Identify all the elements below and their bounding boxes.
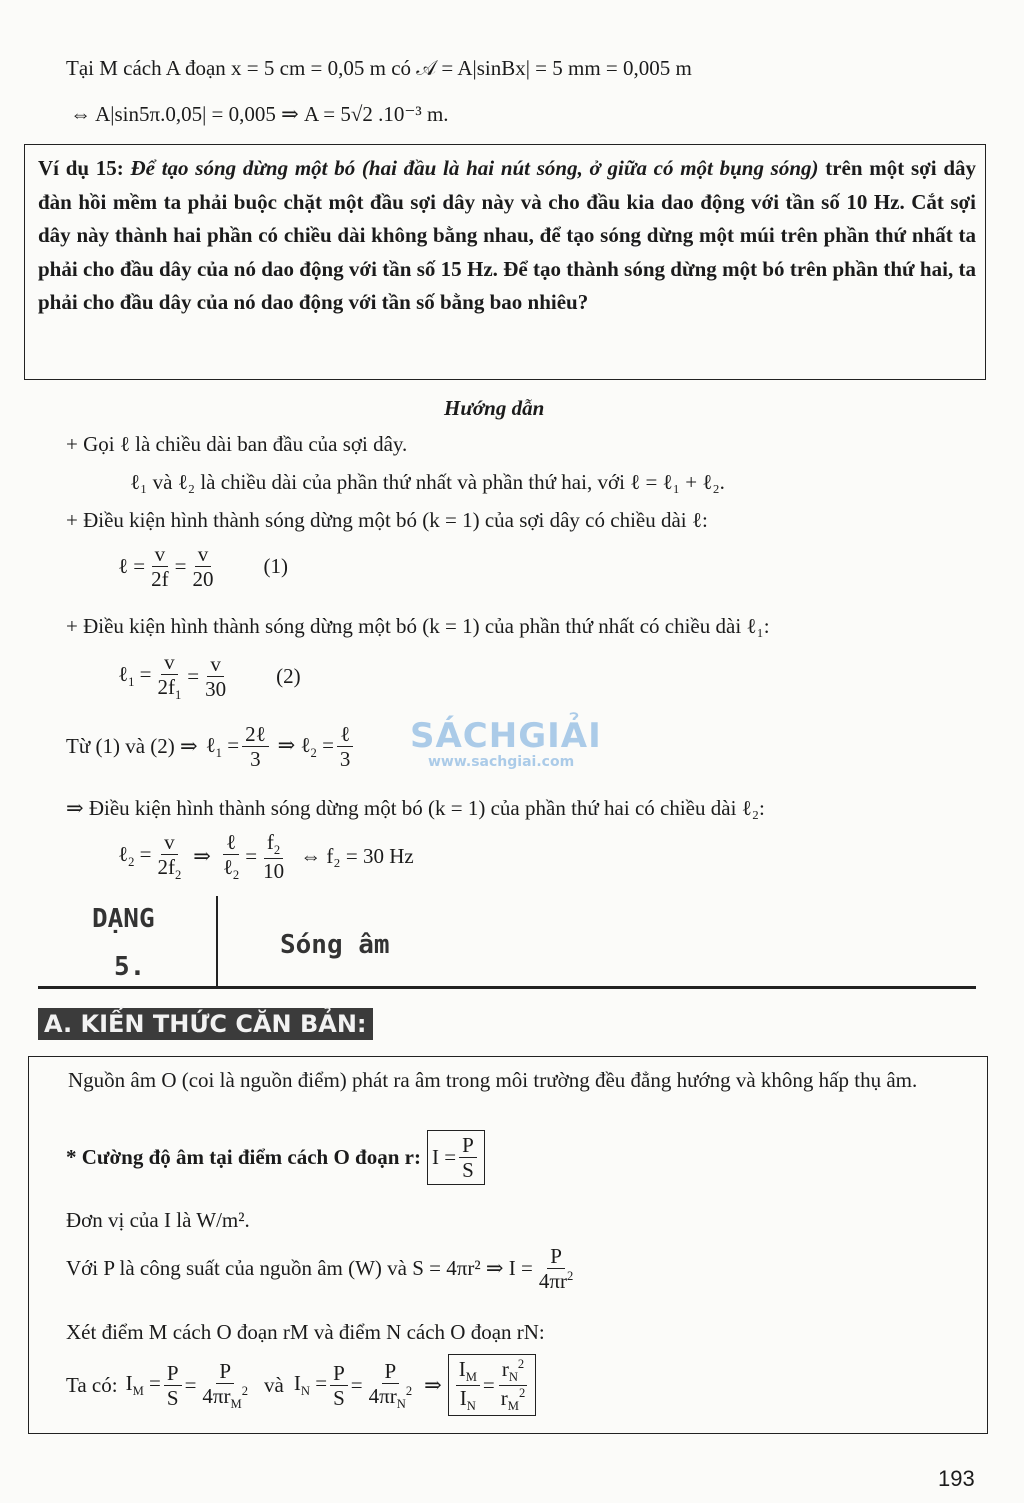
- intensity-label: * Cường độ âm tại điểm cách O đoạn r:: [66, 1145, 421, 1170]
- consider-line: Xét điểm M cách O đoạn rM và điểm N cách O đoạn rN:: [66, 1320, 545, 1344]
- equation-2: ℓ$_1$ = $\frac{v}{2f_1}$ = $\frac{v}{30}$ (2): [118, 650, 301, 703]
- watermark-url: www.sachgiai.com: [428, 754, 575, 770]
- equation-2-label: (2): [276, 663, 301, 688]
- ratio-formula: $\frac{I_M}{I_N}$ = $\frac{r_N^2}{r_M^2}$: [448, 1354, 537, 1416]
- page-number: 193: [938, 1466, 975, 1491]
- example-label: Ví dụ 15:: [38, 156, 124, 180]
- example-intro: Để tạo sóng dừng một bó: [130, 156, 356, 180]
- dang-label: DẠNG: [92, 904, 155, 934]
- va-label: và: [264, 1372, 284, 1397]
- dang-rule: [38, 986, 976, 989]
- guide-line-4: + Điều kiện hình thành sóng dừng một bó (k = 1) của phần thứ nhất có chiều dài ℓ₁:: [66, 614, 770, 638]
- guide-line-3: + Điều kiện hình thành sóng dừng một bó (k = 1) của sợi dây có chiều dài ℓ:: [66, 508, 708, 532]
- dang-number: 5.: [114, 952, 146, 982]
- top-line-1: Tại M cách A đoạn x = 5 cm = 0,05 m có 𝒜 = A|sinBx| = 5 mm = 0,005 m: [66, 56, 692, 80]
- taco-label: Ta có:: [66, 1372, 118, 1397]
- dang-title: Sóng âm: [280, 930, 390, 960]
- watermark-text: SÁCHGIẢI: [410, 716, 602, 756]
- equation-3: Từ (1) và (2) ⇒ ℓ$_1$ = $\frac{\text{2ℓ}}{3}$ ⇒ ℓ$_2$ = $\frac{\text{ℓ}}{3}$: [66, 722, 356, 771]
- equation-1-label: (1): [263, 554, 288, 579]
- example-paren: (hai đầu là hai nút sóng, ở giữa có một bụng sóng): [361, 156, 819, 180]
- section-banner: A. KIẾN THỨC CĂN BẢN:: [38, 1008, 373, 1040]
- ratio-row: Ta có: $I_M$ = $\frac{P}{S}$ = $\frac{P}{4\pi r_M^2}$ và $I_N$ = $\frac{P}{S}$ = $\frac{P}{4\pi r_N^2}$ ⇒ $\frac{I_M}{I_N}$ = $\frac{r_N^2}{r_M^2}$: [66, 1354, 536, 1416]
- equation-4: ℓ$_2$ = $\frac{v}{2f_2}$ ⇒ $\frac{\text{ℓ}}{\ell_2}$ = $\frac{f_2}{10}$ ⇔ f₂ = 30 Hz: [118, 830, 414, 883]
- unit-line: Đơn vị của I là W/m².: [66, 1208, 250, 1232]
- example-text: [38, 152, 976, 320]
- equation-4-result: ⇔ f₂ = 30 Hz: [300, 843, 414, 868]
- guide-line-1: + Gọi ℓ là chiều dài ban đầu của sợi dây.: [66, 432, 408, 456]
- intensity-formula: I = $\frac{P}{S}$: [427, 1130, 485, 1185]
- guide-line-2: ℓ₁ và ℓ₂ là chiều dài của phần thứ nhất và phần thứ hai, với ℓ = ℓ₁ + ℓ₂.: [130, 470, 725, 494]
- guide-title: Hướng dẫn: [444, 396, 545, 420]
- power-text: Với P là công suất của nguồn âm (W) và S = 4πr² ⇒ I =: [66, 1256, 533, 1281]
- dang-divider: [216, 896, 218, 988]
- equation-3-prefix: Từ (1) và (2) ⇒: [66, 734, 198, 759]
- power-row: Với P là công suất của nguồn âm (W) và S = 4πr² ⇒ I = $\frac{P}{4\pi r^2}$: [66, 1244, 574, 1294]
- equation-1: ℓ = $\frac{v}{2f}$ = $\frac{v}{20}$ (1): [118, 542, 288, 592]
- top-line-2: ⇔ A|sin5π.0,05| = 0,005 ⇒ A = 5√2 .10⁻³ m.: [70, 102, 449, 126]
- intensity-row: [66, 1130, 485, 1185]
- theory-paragraph: Nguồn âm O (coi là nguồn điểm) phát ra âm trong môi trường đều đẳng hướng và không hấp thụ âm.: [68, 1068, 918, 1092]
- example-body: trên một sợi dây đàn hồi mềm ta phải buộc chặt một đầu sợi dây này và cho đầu kia dao động với tần số 10 Hz. Cắt sợi dây này thành hai phần có chiều dài không bằng nhau, để tạo sóng dừng một múi trên phần thứ nhất ta phải cho đầu dây của nó dao động với tần số 15 Hz. Để tạo thành sóng dừng một bó trên phần thứ hai, ta phải cho đầu dây của nó dao động với tần số bằng bao nhiêu?: [38, 156, 976, 315]
- watermark-logo: [410, 716, 602, 770]
- guide-line-5: ⇒ Điều kiện hình thành sóng dừng một bó (k = 1) của phần thứ hai có chiều dài ℓ₂:: [66, 796, 765, 820]
